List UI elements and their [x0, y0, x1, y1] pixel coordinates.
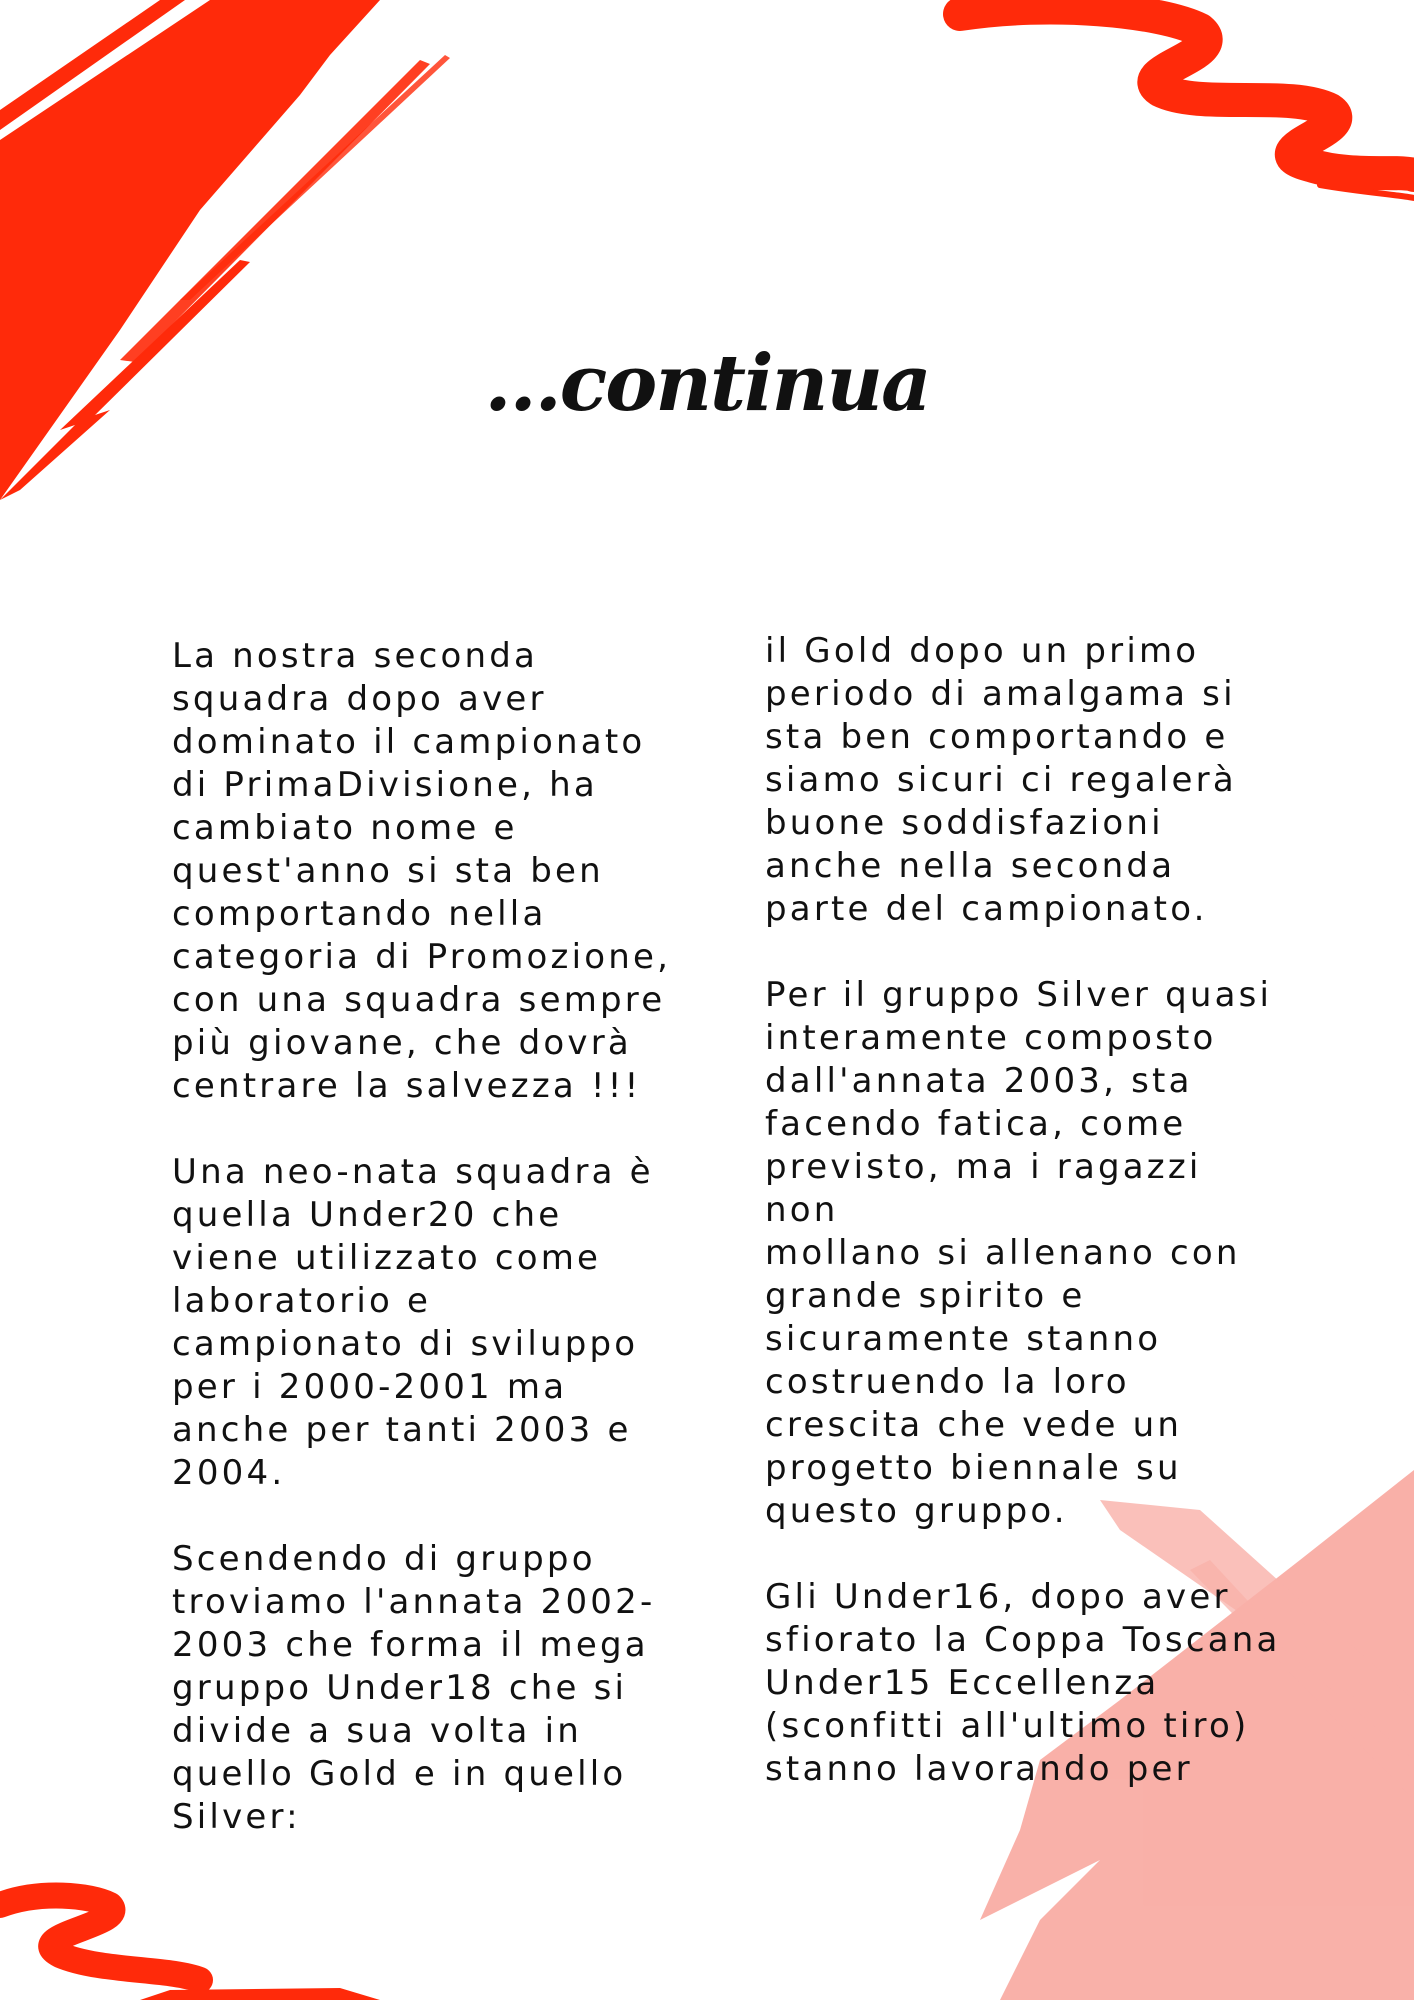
paragraph-prima-squadra: La nostra seconda squadra dopo aver dominato il campionato di PrimaDivisione, ha cambiato nome e quest'anno si sta ben comportando nella categoria di Promozione, con una squadra sempre più giovane, che dovrà centrare la salvezza !!! [172, 636, 672, 1106]
paragraph-under20: Una neo-nata squadra è quella Under20 che viene utilizzato come laboratorio e campionato di sviluppo per i 2000-2001 ma anche per tanti 2003 e 2004. [172, 1152, 654, 1493]
paragraph-under16: Gli Under16, dopo aver sfiorato la Coppa Toscana Under15 Eccellenza (sconfitti all'ultimo tiro) stanno lavorando per [765, 1577, 1281, 1789]
paragraph-gold: il Gold dopo un primo periodo di amalgama si sta ben comportando e siamo sicuri ci regalerà buone soddisfazioni anche nella seconda parte del campionato. [765, 631, 1237, 929]
page-title: ...continua [484, 338, 930, 429]
top-right-brush-stroke [960, 7, 1414, 198]
top-left-brush-stroke [0, 0, 450, 500]
bottom-left-brush-stroke [0, 1896, 380, 2000]
paragraph-under18: Scendendo di gruppo troviamo l'annata 2002- 2003 che forma il mega gruppo Under18 che si divide a sua volta in quello Gold e in quello Silver: [172, 1539, 656, 1837]
paragraph-silver: Per il gruppo Silver quasi interamente composto dall'annata 2003, sta facendo fatica, come previsto, ma i ragazzi non mollano si allenano con grande spirito e sicuramente stanno costruendo la loro crescita che vede un progetto biennale su questo gruppo. [765, 975, 1273, 1531]
left-text-column [172, 635, 692, 1882]
right-text-column [765, 630, 1285, 1834]
